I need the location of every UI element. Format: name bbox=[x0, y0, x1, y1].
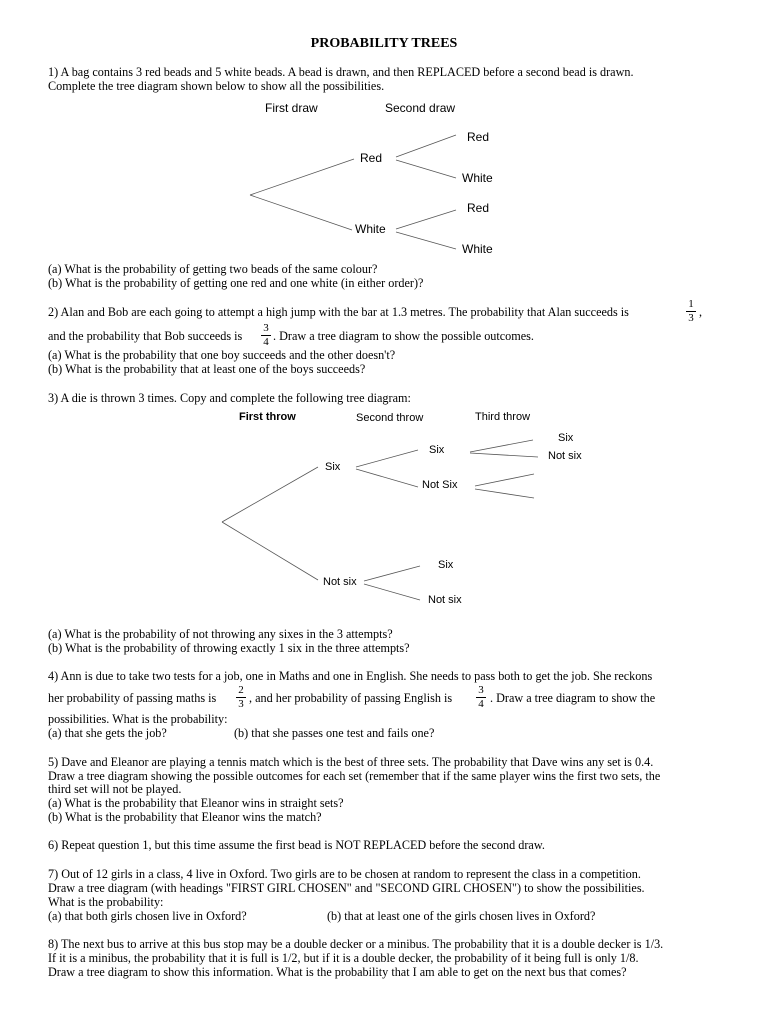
q2-text-line1: 2) Alan and Bob are each going to attempt a high jump with the bar at 1.3 metres. The probability that Alan succeeds is bbox=[48, 305, 629, 319]
q1-branch-white bbox=[250, 195, 352, 230]
q3-node-six-six-notsix: Not six bbox=[548, 450, 582, 462]
q2-part-a: (a) What is the probability that one boy succeeds and the other doesn't? bbox=[48, 348, 396, 362]
q5-text-line2: Draw a tree diagram showing the possible outcomes for each set (remember that if the same player wins the first two sets, the bbox=[48, 769, 661, 783]
q2-fraction-bob bbox=[260, 323, 272, 348]
q2-part-b: (b) What is the probability that at least one of the boys succeeds? bbox=[48, 362, 366, 376]
q3-part-a: (a) What is the probability of not throwing any sixes in the 3 attempts? bbox=[48, 627, 393, 641]
q3-branch-six bbox=[222, 467, 318, 522]
q1-node-red-white: White bbox=[462, 171, 493, 185]
q3-node-six: Six bbox=[325, 461, 341, 473]
q4-frac1-den: 3 bbox=[238, 698, 244, 710]
q3-branch-six-notsix-b bbox=[475, 489, 534, 498]
q3-branch-six-six-six bbox=[470, 440, 533, 452]
q8-text-line3: Draw a tree diagram to show this information. What is the probability that I am able to get on the next bus that comes? bbox=[48, 965, 627, 979]
q3-node-notsix-notsix: Not six bbox=[428, 594, 462, 606]
q1-node-white: White bbox=[355, 222, 386, 236]
q3-part-b: (b) What is the probability of throwing exactly 1 six in the three attempts? bbox=[48, 641, 410, 655]
q2-fraction-alan bbox=[685, 299, 697, 324]
q3-branch-notsix bbox=[222, 522, 318, 580]
q7-text-line1: 7) Out of 12 girls in a class, 4 live in Oxford. Two girls are to be chosen at random to represent the class in a competition. bbox=[48, 867, 641, 881]
page-title: PROBABILITY TREES bbox=[310, 36, 458, 51]
q3-branch-six-six-notsix bbox=[470, 453, 538, 457]
q3-heading-third-throw: Third throw bbox=[475, 411, 531, 423]
q2-frac1-den: 3 bbox=[688, 312, 694, 324]
q4-frac1-num: 2 bbox=[238, 684, 244, 696]
q3-node-six-six-six: Six bbox=[558, 432, 574, 444]
q3-branch-six-notsix bbox=[356, 469, 418, 487]
q2-frac2-num: 3 bbox=[263, 322, 269, 334]
q4-text-line2: her probability of passing maths is bbox=[48, 691, 217, 705]
q1-node-white-white: White bbox=[462, 242, 493, 256]
q7-part-a: (a) that both girls chosen live in Oxford? bbox=[48, 909, 247, 923]
q2-text-line1-end: , bbox=[699, 305, 703, 319]
q2-text-line2-end: . Draw a tree diagram to show the possible outcomes. bbox=[273, 329, 534, 343]
q3-node-six-notsix: Not Six bbox=[422, 479, 458, 491]
q4-frac2-den: 4 bbox=[478, 698, 484, 710]
q4-text-line3: possibilities. What is the probability: bbox=[48, 712, 228, 726]
q1-node-red: Red bbox=[360, 151, 383, 165]
q4-frac2-num: 3 bbox=[478, 684, 484, 696]
q1-branch-red-white bbox=[396, 160, 456, 178]
q3-node-six-six: Six bbox=[429, 444, 445, 456]
q1-branch-white-red bbox=[396, 210, 456, 229]
q1-branch-white-white bbox=[396, 232, 456, 249]
q8-text-line1: 8) The next bus to arrive at this bus stop may be a double decker or a minibus. The probability that it is a double decker is 1/3. bbox=[48, 937, 664, 951]
q7-part-b: (b) that at least one of the girls chosen lives in Oxford? bbox=[327, 909, 596, 923]
q5-part-b: (b) What is the probability that Eleanor wins the match? bbox=[48, 810, 322, 824]
q3-branch-notsix-notsix bbox=[364, 584, 420, 600]
q1-branch-red-red bbox=[396, 135, 456, 157]
q3-heading-second-throw: Second throw bbox=[356, 412, 424, 424]
q1-heading-first-draw: First draw bbox=[265, 101, 318, 115]
q4-part-b: (b) that she passes one test and fails one? bbox=[234, 726, 435, 740]
q4-part-a: (a) that she gets the job? bbox=[48, 726, 167, 740]
q4-text-line2-mid: , and her probability of passing English is bbox=[249, 691, 453, 705]
q3-branch-six-six bbox=[356, 450, 418, 467]
q3-node-notsix-six: Six bbox=[438, 559, 454, 571]
q7-text-line3: What is the probability: bbox=[48, 895, 164, 909]
q2-frac1-num: 1 bbox=[688, 298, 694, 310]
q1-heading-second-draw: Second draw bbox=[385, 101, 456, 115]
q2-text-line2: and the probability that Bob succeeds is bbox=[48, 329, 243, 343]
q4-fraction-english bbox=[475, 685, 487, 710]
q1-branch-red bbox=[250, 159, 354, 195]
q7-text-line2: Draw a tree diagram (with headings "FIRST GIRL CHOSEN" and "SECOND GIRL CHOSEN") to show the possibilities. bbox=[48, 881, 645, 895]
q1-node-red-red: Red bbox=[467, 130, 490, 144]
q5-text-line3: third set will not be played. bbox=[48, 782, 182, 796]
q4-text-line1: 4) Ann is due to take two tests for a job, one in Maths and one in English. She needs to pass both to get the job. She reckons bbox=[48, 669, 653, 683]
q1-part-b: (b) What is the probability of getting one red and one white (in either order)? bbox=[48, 276, 424, 290]
q1-text-line2: Complete the tree diagram shown below to show all the possibilities. bbox=[48, 79, 385, 93]
q1-node-white-red: Red bbox=[467, 201, 490, 215]
q2-frac2-den: 4 bbox=[263, 336, 269, 348]
q1-text-line1: 1) A bag contains 3 red beads and 5 white beads. A bead is drawn, and then REPLACED before a second bead is drawn. bbox=[48, 65, 634, 79]
q3-node-not-six: Not six bbox=[323, 576, 357, 588]
q3-heading-first-throw: First throw bbox=[239, 411, 296, 423]
q5-text-line1: 5) Dave and Eleanor are playing a tennis match which is the best of three sets. The probability that Dave wins any set is 0.4. bbox=[48, 755, 654, 769]
q3-branch-six-notsix-a bbox=[475, 474, 534, 486]
q5-part-a: (a) What is the probability that Eleanor wins in straight sets? bbox=[48, 796, 344, 810]
q1-part-a: (a) What is the probability of getting two beads of the same colour? bbox=[48, 262, 378, 276]
q3-branch-notsix-six bbox=[364, 566, 420, 581]
q4-text-line2-end: . Draw a tree diagram to show the bbox=[490, 691, 656, 705]
q4-fraction-maths bbox=[235, 685, 247, 710]
q6-text-line1: 6) Repeat question 1, but this time assume the first bead is NOT REPLACED before the second draw. bbox=[48, 838, 545, 852]
q8-text-line2: If it is a minibus, the probability that it is full is 1/2, but if it is a double decker, the probability of it being full is only 1/8. bbox=[48, 951, 639, 965]
q3-text-line1: 3) A die is thrown 3 times. Copy and complete the following tree diagram: bbox=[48, 391, 411, 405]
